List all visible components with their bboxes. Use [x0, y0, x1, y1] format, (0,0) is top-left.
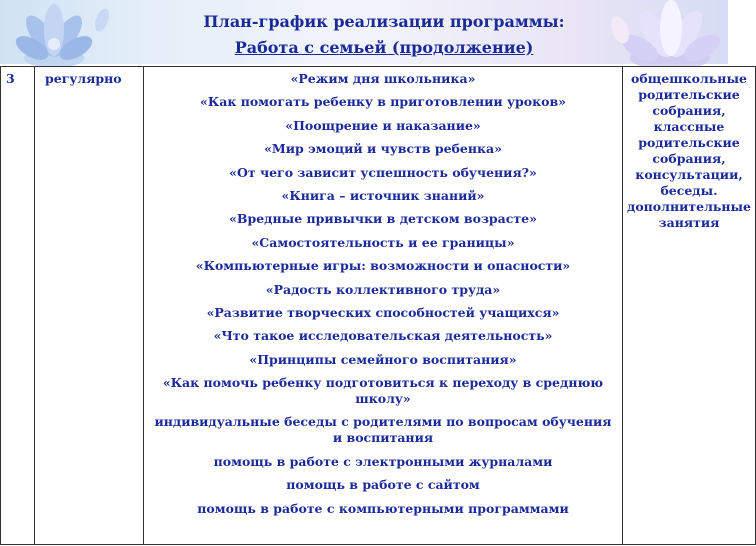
- table-row: [1, 67, 756, 545]
- topic-item: «Радость коллективного труда»: [265, 281, 501, 297]
- topic-item: индивидуальные беседы с родителями по вопросам обучения и воспитания: [154, 414, 612, 446]
- slide-subtitle: Работа с семьей (продолжение): [234, 38, 534, 57]
- row-number-cell: [1, 67, 35, 545]
- topic-item: помощь в работе с сайтом: [286, 477, 480, 493]
- topic-item: «Самостоятельность и ее границы»: [251, 234, 515, 250]
- topic-item: «От чего зависит успешность обучения?»: [229, 164, 537, 180]
- frequency-text: регулярно: [45, 71, 122, 86]
- topic-item: «Что такое исследовательская деятельность»: [213, 328, 553, 344]
- slide-header: [0, 0, 728, 64]
- topic-item: помощь в работе с электронными журналами: [213, 453, 553, 469]
- slide-title: План-график реализации программы:: [203, 12, 565, 31]
- topic-item: «Развитие творческих способностей учащихся»: [206, 304, 560, 320]
- topic-item: «Компьютерные игры: возможности и опасности»: [195, 258, 571, 274]
- topic-item: «Как помогать ребенку в приготовлении уроков»: [200, 94, 566, 110]
- plan-table: [0, 66, 756, 545]
- forms-text: общешкольные родительские собрания, классные родительские собрания, консультации, беседы. дополнительные занятия: [626, 71, 752, 230]
- topic-item: «Принципы семейного воспитания»: [249, 351, 517, 367]
- topic-item: «Режим дня школьника»: [290, 71, 476, 86]
- forms-cell: [623, 67, 756, 545]
- topic-item: «Как помочь ребенку подготовиться к переходу в среднюю школу»: [162, 375, 604, 407]
- topic-item: помощь в работе с компьютерными программами: [197, 500, 569, 516]
- topic-item: «Поощрение и наказание»: [285, 117, 481, 133]
- topic-item: «Книга – источник знаний»: [281, 187, 485, 203]
- row-number: 3: [6, 71, 15, 86]
- topics-cell: [144, 67, 623, 545]
- topic-item: «Мир эмоций и чувств ребенка»: [264, 141, 502, 157]
- topic-item: «Вредные привычки в детском возрасте»: [229, 211, 537, 227]
- frequency-cell: [35, 67, 144, 545]
